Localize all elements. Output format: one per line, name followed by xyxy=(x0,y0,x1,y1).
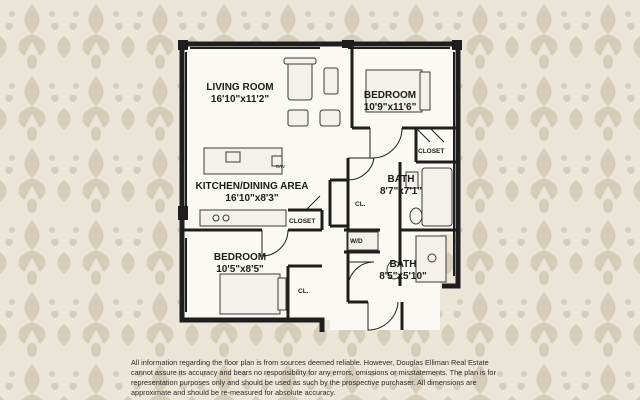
closet-bedroom-label: CLOSET xyxy=(418,148,445,155)
bedroom-main-label xyxy=(348,90,432,113)
cl-hall-label: CL. xyxy=(355,201,366,208)
living-room-label xyxy=(190,82,290,105)
bedroom-2-label xyxy=(200,252,280,275)
bath-2-name: BATH xyxy=(389,259,417,270)
kitchen-name: KITCHEN/DINING AREA xyxy=(195,181,309,192)
bath-2-size: 8'5"x5'10" xyxy=(379,270,427,282)
bath-2-label xyxy=(370,259,436,282)
bedroom-main-name: BEDROOM xyxy=(363,90,417,101)
closet-kitchen-label: CLOSET xyxy=(289,218,316,225)
bath-1-size: 8'7"x7'1" xyxy=(379,185,423,197)
kitchen-size: 16'10"x8'3" xyxy=(225,192,279,204)
dw-label: D/W xyxy=(276,164,285,169)
disclaimer-text: All information regarding the floor plan is from sources deemed reliable. However, Douglas Elliman Real Estate cannot assure its accuracy and bears no responsibility for any errors, omissions or misstatements. The plan is for representation purposes only and should be used as such by the prospective purchaser. All dimensions are approximate and should be re-measured for absolute accuracy. xyxy=(131,358,496,397)
bedroom-main-size: 10'9"x11'6" xyxy=(363,101,417,113)
living-room-size: 16'10"x11'2" xyxy=(210,93,270,105)
kitchen-label xyxy=(190,181,314,204)
wd-label: W/D xyxy=(350,238,363,245)
cl-bedroom-label: CL. xyxy=(298,288,309,295)
bath-1-label xyxy=(368,174,434,197)
bedroom-2-name: BEDROOM xyxy=(213,252,267,263)
bedroom-2-size: 10'5"x8'5" xyxy=(216,263,264,275)
living-room-name: LIVING ROOM xyxy=(206,82,274,93)
bath-1-name: BATH xyxy=(387,174,415,185)
